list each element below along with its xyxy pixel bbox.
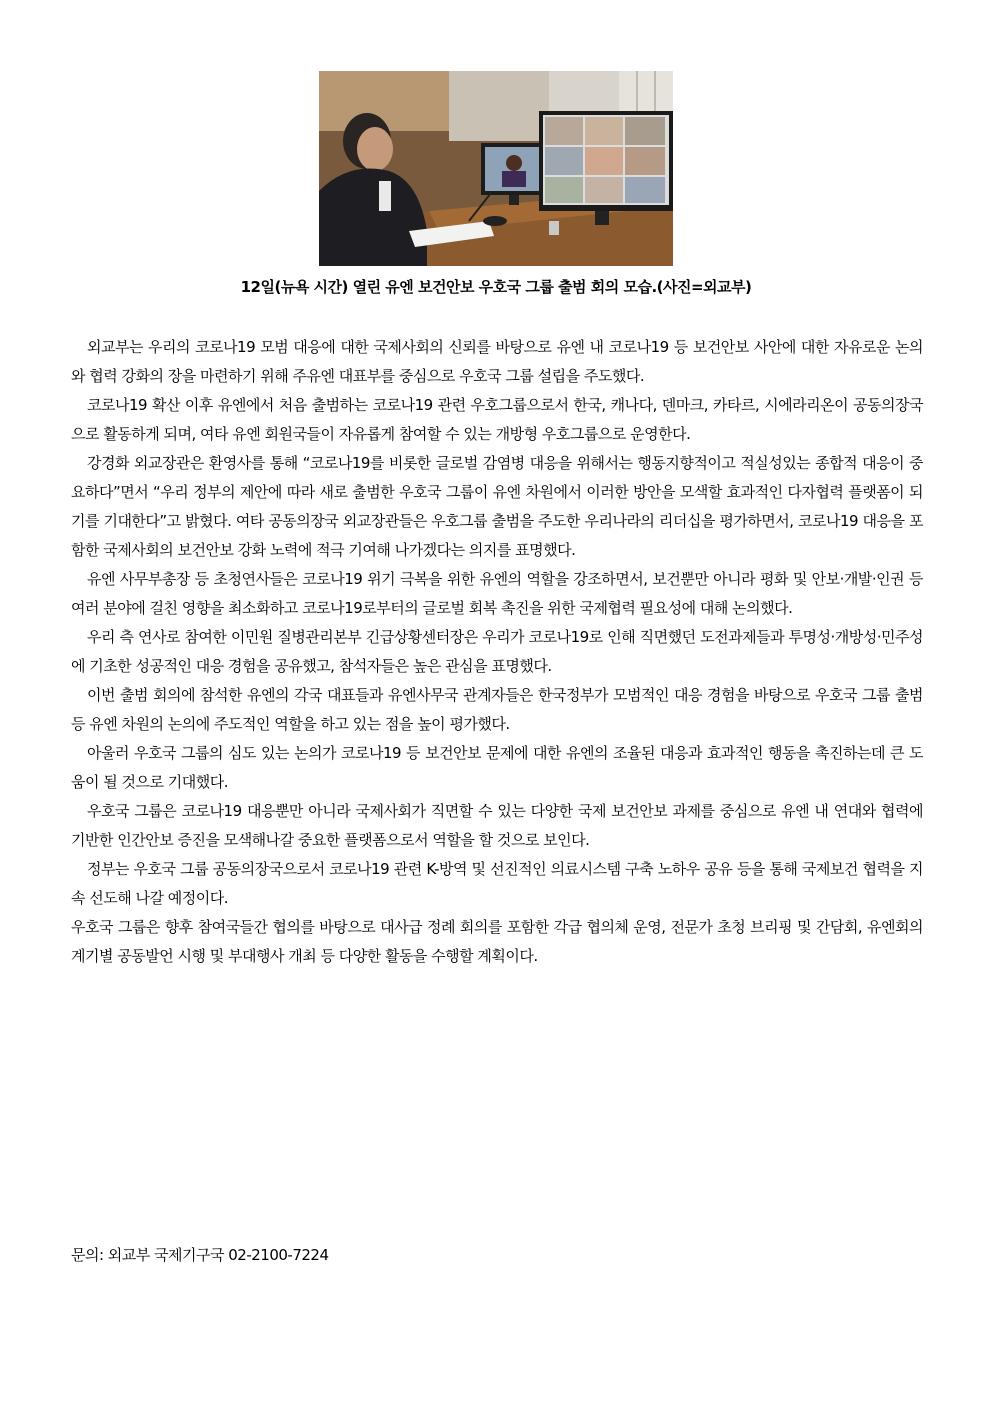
paragraph: 유엔 사무부총장 등 초청연사들은 코로나19 위기 극복을 위한 유엔의 역할을 강조하면서, 보건뿐만 아니라 평화 및 안보·개발·인권 등 여러 분야에 걸친 영향을 최소화하고 코로나19로부터의 글로벌 회복 촉진을 위한 국제협력 필요성에 대해 논의했다. — [71, 570, 923, 617]
article-body — [71, 333, 923, 971]
contact-info: 문의: 외교부 국제기구국 02-2100-7224 — [71, 1246, 329, 1264]
paragraph: 이번 출범 회의에 참석한 유엔의 각국 대표들과 유엔사무국 관계자들은 한국정부가 모범적인 대응 경험을 바탕으로 우호국 그룹 출범 등 유엔 차원의 논의에 주도적인 역할을 하고 있는 점을 높이 평가했다. — [71, 686, 923, 733]
paragraph: 강경화 외교장관은 환영사를 통해 “코로나19를 비롯한 글로벌 감염병 대응을 위해서는 행동지향적이고 적실성있는 종합적 대응이 중요하다”면서 “우리 정부의 제안에 따라 새로 출범한 우호국 그룹이 유엔 차원에서 이러한 방안을 모색할 효과적인 다자협력 플랫폼이 되기를 기대한다”고 밝혔다. 여타 공동의장국 외교장관들은 우호그룹 출범을 주도한 우리나라의 리더십을 평가하면서, 코로나19 대응을 포함한 국제사회의 보건안보 강화 노력에 적극 기여해 나가겠다는 의지를 표명했다. — [71, 454, 923, 559]
conference-photo — [319, 71, 673, 266]
paragraph: 우호국 그룹은 향후 참여국들간 협의를 바탕으로 대사급 정례 회의를 포함한 각급 협의체 운영, 전문가 초청 브리핑 및 간담회, 유엔회의 계기별 공동발언 시행 및 부대행사 개최 등 다양한 활동을 수행할 계획이다. — [71, 918, 923, 965]
paragraph: 코로나19 확산 이후 유엔에서 처음 출범하는 코로나19 관련 우호그룹으로서 한국, 캐나다, 덴마크, 카타르, 시에라리온이 공동의장국으로 활동하게 되며, 여타 유엔 회원국들이 자유롭게 참여할 수 있는 개방형 우호그룹으로 운영한다. — [71, 396, 923, 443]
conference-photo-illustration — [319, 71, 673, 266]
paragraph: 우호국 그룹은 코로나19 대응뿐만 아니라 국제사회가 직면할 수 있는 다양한 국제 보건안보 과제를 중심으로 유엔 내 연대와 협력에 기반한 인간안보 증진을 모색해나갈 중요한 플랫폼으로서 역할을 할 것으로 보인다. — [71, 802, 923, 849]
paragraph: 아울러 우호국 그룹의 심도 있는 논의가 코로나19 등 보건안보 문제에 대한 유엔의 조율된 대응과 효과적인 행동을 촉진하는데 큰 도움이 될 것으로 기대했다. — [71, 744, 923, 791]
paragraph: 외교부는 우리의 코로나19 모범 대응에 대한 국제사회의 신뢰를 바탕으로 유엔 내 코로나19 등 보건안보 사안에 대한 자유로운 논의와 협력 강화의 장을 마련하기 위해 주유엔 대표부를 중심으로 우호국 그룹 설립을 주도했다. — [71, 338, 923, 385]
paragraph: 우리 측 연사로 참여한 이민원 질병관리본부 긴급상황센터장은 우리가 코로나19로 인해 직면했던 도전과제들과 투명성·개방성·민주성에 기초한 성공적인 대응 경험을 공유했고, 참석자들은 높은 관심을 표명했다. — [71, 628, 923, 675]
photo-caption: 12일(뉴욕 시간) 열린 유엔 보건안보 우호국 그룹 출범 회의 모습.(사진=외교부) — [240, 278, 752, 296]
paragraph: 정부는 우호국 그룹 공동의장국으로서 코로나19 관련 K-방역 및 선진적인 의료시스템 구축 노하우 공유 등을 통해 국제보건 협력을 지속 선도해 나갈 예정이다. — [71, 860, 923, 907]
